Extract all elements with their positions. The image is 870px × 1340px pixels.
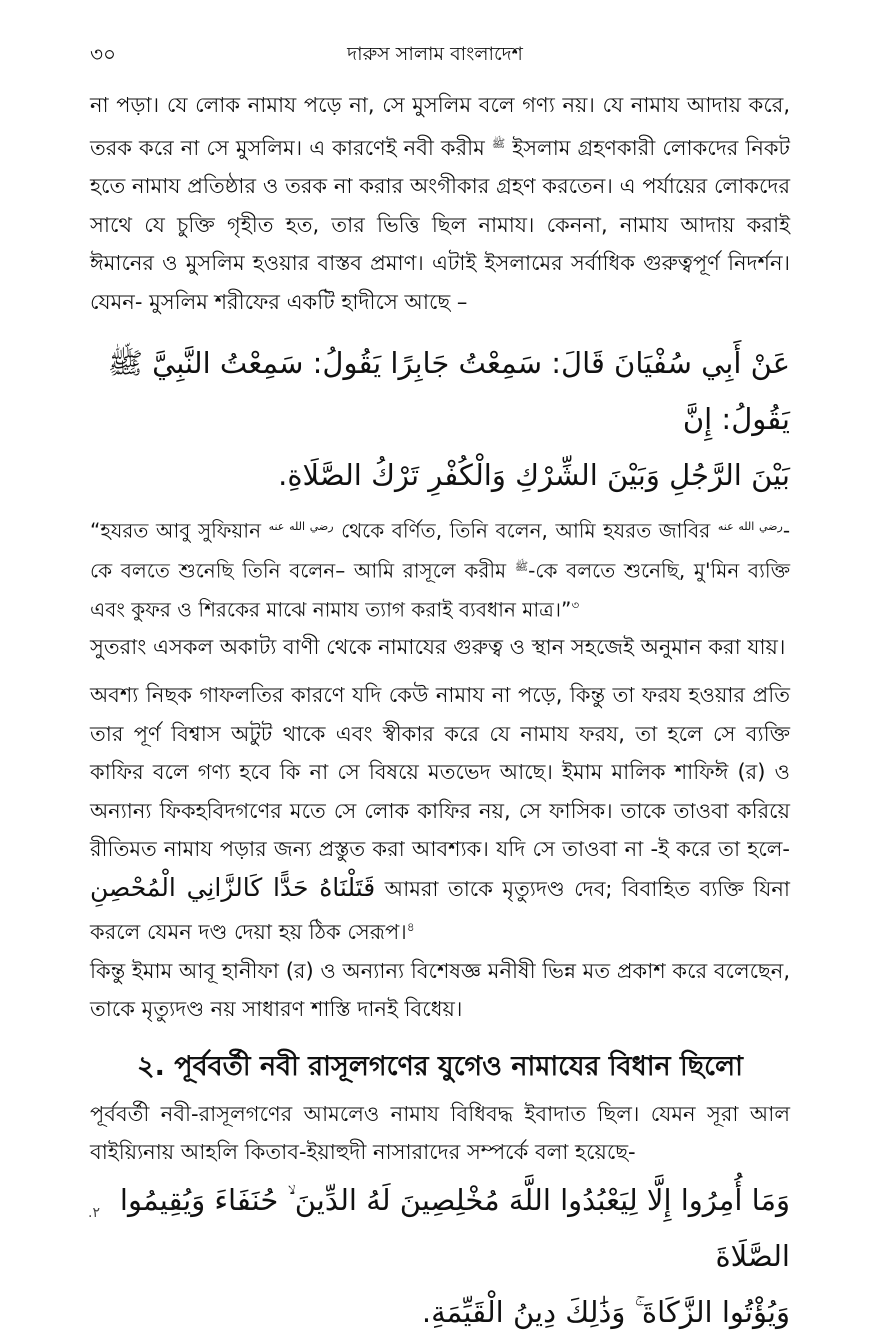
paragraph-3b-text: আমরা তাকে মৃত্যুদণ্ড দেব; বিবাহিত ব্যক্তি যিনা করলে যেমন দণ্ড দেয়া হয় ঠিক সেরূপ। — [90, 876, 790, 945]
honorific-saw-2: ﷺ — [514, 559, 529, 573]
page-header — [90, 40, 780, 70]
translation-part-4: -কে বলতে শুনেছি, মু'মিন ব্যক্তি এবং কুফর ও শিরকের মাঝে নামায ত্যাগ করাই ব্যবধান মাত্র।” — [90, 558, 791, 622]
bottom-mark: .۲ — [88, 1205, 100, 1221]
spacer — [90, 666, 790, 676]
arabic-hadith-line-1: عَنْ أَبِي سُفْيَانَ قَالَ: سَمِعْتُ جَابِرًا يَقُولُ: سَمِعْتُ النَّبِيَّ ﷺ يَقُولُ: إِنَّ — [107, 346, 790, 436]
honorific-saw-1: ﷺ — [491, 136, 506, 150]
paragraph-1-text: না পড়া। যে লোক নামায পড়ে না, সে মুসলিম বলে গণ্য নয়। যে নামায আদায় করে, তরক করে না সে মুসলিম। এ কারণেই নবী করীম — [90, 93, 790, 160]
paragraph-4: কিন্তু ইমাম আবূ হানীফা (র) ও অন্যান্য বিশেষজ্ঞ মনীষী ভিন্ন মত প্রকাশ করে বলেছেন, তাকে মৃত্যুদণ্ড নয় সাধারণ শাস্তি দানই বিধেয়। — [90, 958, 790, 1022]
translation-part-2: থেকে বর্ণিত, তিনি বলেন, আমি হযরত জাবির — [341, 518, 711, 543]
arabic-inline-quote: قَتَلْنَاهُ حَدًّا كَالزَّانِي الْمُحْصِنِ — [90, 872, 376, 902]
running-title: দারুস সালাম বাংলাদেশ — [347, 43, 523, 65]
footnote-ref-4: ৪ — [406, 920, 415, 935]
arabic-verse-line-2: وَيُؤْتُوا الزَّكَاةَ ۚ وَذَٰلِكَ دِينُ الْقَيِّمَةِ. — [421, 1294, 790, 1329]
page-number: ৩০ — [90, 42, 117, 66]
translation-paragraph — [90, 509, 790, 628]
paragraph-1 — [90, 86, 790, 321]
honorific-ra-2: رضي الله عنه — [717, 520, 783, 533]
paragraph-5: পূর্ববর্তী নবী-রাসূলগণের আমলেও নামায বিধিবদ্ধ ইবাদাত ছিল। যেমন সূরা আল বাইয়্যিনায় আহলি কিতাব-ইয়াহুদী নাসারাদের সম্পর্কে বলা হয়েছে- — [90, 1101, 790, 1165]
section-heading: ২. পূর্ববর্তী নবী রাসূলগণের যুগেও নামাযের বিধান ছিলো — [137, 1050, 743, 1082]
footnote-ref-3: ৩ — [571, 598, 580, 613]
hadith-translation — [90, 509, 790, 628]
honorific-ra-1: رضي الله عنه — [268, 520, 334, 533]
paragraph-3 — [90, 676, 790, 952]
paragraph-3a-text: অবশ্য নিছক গাফলতির কারণে যদি কেউ নামায না পড়ে, কিন্তু তা ফরয হওয়ার প্রতি তার পূর্ণ বিশ্বাস অটুট থাকে এবং স্বীকার করে যে নামায ফরয, তা হলে সে ব্যক্তি কাফির বলে গণ্য হবে কি না সে বিষয়ে মতভেদ আছে। ইমাম মালিক শাফিঈ (র) ও অন্যান্য ফিকহবিদগণের মতে সে লোক কাফির নয়, সে ফাসিক। তাকে তাওবা করিয়ে রীতিমত নামায পড়ার জন্য প্রস্তুত করা আবশ্যক। যদি সে তাওবা না -ই করে তা হলে- — [90, 683, 790, 862]
page-body — [90, 86, 790, 1340]
paragraph-2: সুতরাং এসকল অকাট্য বাণী থেকে নামাযের গুরুত্ব ও স্থান সহজেই অনুমান করা যায়। — [90, 634, 786, 659]
translation-part-1: “হযরত আবু সুফিয়ান — [90, 518, 262, 543]
arabic-verse-line-1: وَمَا أُمِرُوا إِلَّا لِيَعْبُدُوا اللَّهَ مُخْلِصِينَ لَهُ الدِّينَ ۙ حُنَفَاءَ وَيُقِيمُوا الصَّلَاةَ — [119, 1182, 790, 1273]
paragraph-1b-text: ইসলাম গ্রহণকারী লোকদের নিকট হতে নামায প্রতিষ্ঠার ও তরক না করার অংগীকার গ্রহণ করতেন। এ পর্যায়ের লোকদের সাথে যে চুক্তি গৃহীত হত, তার ভিত্তি ছিল নামায। কেননা, নামায আদায় করাই ঈমানের ও মুসলিম হওয়ার বাস্তব প্রমাণ। এটাই ইসলামের সর্বাধিক গুরুত্বপূর্ণ নিদর্শন। যেমন- মুসলিম শরীফের একটি হাদীসে আছে – — [90, 135, 790, 314]
arabic-hadith-line-2: بَيْنَ الرَّجُلِ وَبَيْنَ الشِّرْكِ وَالْكُفْرِ تَرْكُ الصَّلَاةِ. — [278, 458, 790, 492]
translation-part-3: -কে বলতে শুনেছি তিনি বলেন– আমি রাসূলে করীম — [90, 518, 791, 583]
